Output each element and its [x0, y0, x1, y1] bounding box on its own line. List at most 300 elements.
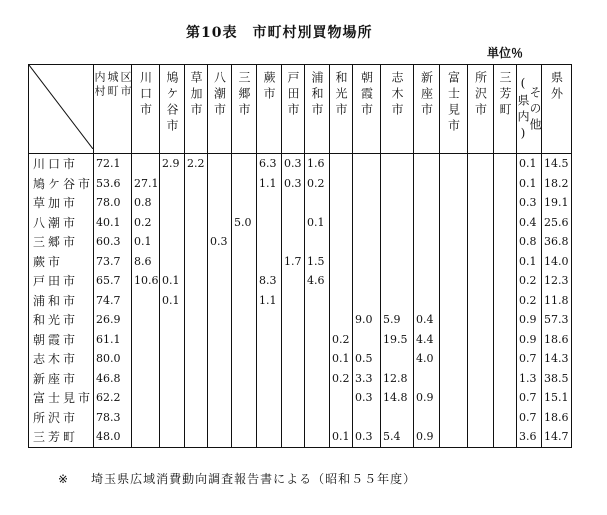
table-cell [440, 427, 468, 447]
table-cell [208, 408, 232, 428]
table-cell: 0.1 [517, 174, 542, 194]
table-cell [160, 330, 185, 350]
table-row [29, 330, 572, 350]
table-cell: 0.2 [517, 291, 542, 311]
column-header-label: 三芳町 [498, 71, 513, 119]
table-cell [353, 271, 381, 291]
column-header-10 [353, 65, 381, 154]
table-cell [282, 427, 305, 447]
table-cell: 78.3 [94, 408, 132, 428]
table-cell [208, 330, 232, 350]
table-cell: 80.0 [94, 349, 132, 369]
table-cell [232, 330, 257, 350]
table-cell: 0.7 [517, 388, 542, 408]
row-label: 富士見市 [29, 388, 94, 408]
table-cell [257, 252, 282, 272]
table-cell [282, 388, 305, 408]
table-cell: 14.0 [542, 252, 572, 272]
column-header-16 [517, 65, 542, 154]
table-cell [468, 252, 494, 272]
table-cell: 18.6 [542, 330, 572, 350]
table-cell [257, 349, 282, 369]
table-cell: 0.5 [353, 349, 381, 369]
source-footnote [58, 470, 416, 487]
table-cell: 0.1 [132, 232, 160, 252]
table-cell: 1.3 [517, 369, 542, 389]
table-cell: 0.3 [517, 193, 542, 213]
table-cell: 8.3 [257, 271, 282, 291]
table-cell [494, 388, 517, 408]
table-cell [132, 291, 160, 311]
table-cell: 73.7 [94, 252, 132, 272]
table-cell [257, 213, 282, 233]
table-cell [257, 388, 282, 408]
table-cell [282, 369, 305, 389]
row-label: 和光市 [29, 310, 94, 330]
table-cell [305, 349, 330, 369]
table-cell [414, 232, 440, 252]
table-cell [160, 174, 185, 194]
column-header-12 [414, 65, 440, 154]
column-header-line: 城町 [106, 71, 120, 99]
table-cell [282, 291, 305, 311]
column-header-15 [494, 65, 517, 154]
table-cell [185, 174, 208, 194]
table-cell: 11.8 [542, 291, 572, 311]
table-cell [185, 330, 208, 350]
table-cell [208, 291, 232, 311]
table-cell: 1.7 [282, 252, 305, 272]
column-header-9 [330, 65, 353, 154]
table-cell [494, 310, 517, 330]
table-cell: 0.1 [517, 154, 542, 174]
table-cell: 0.7 [517, 408, 542, 428]
table-cell [160, 252, 185, 272]
column-header-line: 区市 [119, 71, 133, 99]
table-cell: 0.1 [517, 252, 542, 272]
column-header-3 [185, 65, 208, 154]
table-cell [257, 427, 282, 447]
table-cell [494, 154, 517, 174]
column-header-label: 和光市 [334, 71, 349, 119]
table-cell [232, 427, 257, 447]
table-cell [132, 154, 160, 174]
table-cell [232, 193, 257, 213]
table-cell [353, 154, 381, 174]
table-cell [132, 427, 160, 447]
table-cell [440, 193, 468, 213]
row-label: 鳩ケ谷市 [29, 174, 94, 194]
table-cell [305, 427, 330, 447]
table-cell: 60.3 [94, 232, 132, 252]
table-row [29, 408, 572, 428]
table-cell [208, 154, 232, 174]
table-cell: 1.1 [257, 174, 282, 194]
table-cell: 0.9 [414, 388, 440, 408]
table-cell [381, 193, 414, 213]
table-cell [468, 310, 494, 330]
table-cell [232, 349, 257, 369]
table-cell [353, 232, 381, 252]
table-cell [414, 252, 440, 272]
table-cell [414, 369, 440, 389]
table-cell [305, 330, 330, 350]
table-cell [257, 330, 282, 350]
table-cell: 72.1 [94, 154, 132, 174]
table-cell: 5.9 [381, 310, 414, 330]
table-cell [330, 252, 353, 272]
table-cell [132, 388, 160, 408]
table-cell: 0.4 [414, 310, 440, 330]
column-header-2 [160, 65, 185, 154]
table-cell [494, 427, 517, 447]
table-cell [468, 388, 494, 408]
table-cell: 1.6 [305, 154, 330, 174]
table-cell [468, 154, 494, 174]
table-row [29, 349, 572, 369]
table-cell [185, 252, 208, 272]
table-cell [330, 291, 353, 311]
table-cell [381, 232, 414, 252]
table-cell [468, 193, 494, 213]
table-cell [185, 213, 208, 233]
table-cell [494, 271, 517, 291]
table-cell [232, 271, 257, 291]
table-cell [232, 310, 257, 330]
table-cell: 0.8 [132, 193, 160, 213]
table-cell [468, 271, 494, 291]
table-cell [257, 408, 282, 428]
table-cell [330, 388, 353, 408]
table-cell [414, 408, 440, 428]
table-cell [305, 232, 330, 252]
shopping-location-table [28, 64, 572, 448]
table-cell [282, 232, 305, 252]
table-cell: 0.3 [282, 154, 305, 174]
table-cell [257, 193, 282, 213]
table-cell [353, 408, 381, 428]
table-cell [208, 252, 232, 272]
table-cell: 0.9 [517, 330, 542, 350]
table-row [29, 369, 572, 389]
table-cell [468, 349, 494, 369]
table-cell [494, 349, 517, 369]
column-header-5 [232, 65, 257, 154]
table-cell [208, 388, 232, 408]
table-cell: 0.1 [160, 271, 185, 291]
table-cell: 0.8 [517, 232, 542, 252]
table-cell [468, 408, 494, 428]
table-cell [132, 369, 160, 389]
footnote-mark: ※ [58, 472, 70, 486]
table-cell: 6.3 [257, 154, 282, 174]
table-cell [353, 174, 381, 194]
table-row [29, 252, 572, 272]
table-row [29, 193, 572, 213]
column-header-label: 草加市 [189, 71, 204, 119]
column-header-label: 所沢市 [473, 71, 488, 119]
table-cell [414, 174, 440, 194]
table-cell: 5.4 [381, 427, 414, 447]
table-cell: 62.2 [94, 388, 132, 408]
row-label: 川口市 [29, 154, 94, 174]
table-cell [185, 232, 208, 252]
table-cell [494, 291, 517, 311]
table-row [29, 388, 572, 408]
table-cell: 9.0 [353, 310, 381, 330]
table-cell [160, 193, 185, 213]
table-cell: 48.0 [94, 427, 132, 447]
column-header-1 [132, 65, 160, 154]
table-cell: 5.0 [232, 213, 257, 233]
table-cell [440, 349, 468, 369]
table-cell [185, 271, 208, 291]
column-header-line: 内村 [93, 71, 107, 99]
table-cell: 0.3 [353, 388, 381, 408]
table-cell: 1.5 [305, 252, 330, 272]
row-label: 戸田市 [29, 271, 94, 291]
table-cell [330, 193, 353, 213]
table-cell [440, 369, 468, 389]
table-cell [208, 271, 232, 291]
table-cell: 38.5 [542, 369, 572, 389]
table-cell: 0.3 [208, 232, 232, 252]
column-header-label: 戸田市 [286, 71, 301, 119]
table-cell [305, 291, 330, 311]
table-cell: 2.2 [185, 154, 208, 174]
table-cell: 8.6 [132, 252, 160, 272]
column-header-label: 蕨市 [262, 71, 277, 103]
column-header-13 [440, 65, 468, 154]
table-cell [494, 213, 517, 233]
table-cell [353, 193, 381, 213]
table-cell [257, 369, 282, 389]
table-cell: 14.7 [542, 427, 572, 447]
table-cell [414, 193, 440, 213]
table-cell [160, 427, 185, 447]
table-cell: 0.4 [517, 213, 542, 233]
table-cell [132, 408, 160, 428]
table-cell [494, 232, 517, 252]
table-cell: 0.7 [517, 349, 542, 369]
table-cell [330, 154, 353, 174]
column-header-11 [381, 65, 414, 154]
table-cell: 14.8 [381, 388, 414, 408]
table-cell [160, 310, 185, 330]
table-cell: 12.8 [381, 369, 414, 389]
column-header-17 [542, 65, 572, 154]
table-cell [208, 427, 232, 447]
table-cell [208, 174, 232, 194]
table-cell [185, 408, 208, 428]
table-cell [353, 252, 381, 272]
table-cell [494, 193, 517, 213]
table-cell [330, 310, 353, 330]
column-header-label: 富士見市 [446, 71, 461, 135]
column-header-7 [282, 65, 305, 154]
table-cell [494, 174, 517, 194]
table-cell: 0.2 [330, 330, 353, 350]
row-label: 八潮市 [29, 213, 94, 233]
table-cell: 4.6 [305, 271, 330, 291]
table-cell: 0.3 [353, 427, 381, 447]
row-label: 蕨市 [29, 252, 94, 272]
table-cell [208, 369, 232, 389]
table-cell [381, 174, 414, 194]
table-cell: 0.2 [305, 174, 330, 194]
table-cell [282, 310, 305, 330]
table-cell [381, 213, 414, 233]
table-cell [208, 193, 232, 213]
table-cell: 14.5 [542, 154, 572, 174]
table-cell [353, 213, 381, 233]
column-header-label: 新座市 [419, 71, 434, 119]
table-cell [468, 369, 494, 389]
column-header-label: 三郷市 [237, 71, 252, 119]
table-cell: 78.0 [94, 193, 132, 213]
column-header-14 [468, 65, 494, 154]
table-cell [381, 349, 414, 369]
table-cell [305, 369, 330, 389]
table-row [29, 213, 572, 233]
table-cell: 40.1 [94, 213, 132, 233]
table-cell [381, 154, 414, 174]
table-cell: 4.4 [414, 330, 440, 350]
table-cell: 0.9 [517, 310, 542, 330]
table-cell [468, 291, 494, 311]
table-cell: 0.1 [160, 291, 185, 311]
table-cell: 0.1 [330, 427, 353, 447]
row-label: 新座市 [29, 369, 94, 389]
table-cell: 36.8 [542, 232, 572, 252]
table-cell [160, 388, 185, 408]
row-label: 三芳町 [29, 427, 94, 447]
table-cell: 0.9 [414, 427, 440, 447]
table-cell [330, 174, 353, 194]
column-header-label: 志木市 [390, 71, 405, 119]
table-cell: 61.1 [94, 330, 132, 350]
table-cell [440, 174, 468, 194]
table-cell [185, 193, 208, 213]
table-cell [440, 271, 468, 291]
table-cell [232, 154, 257, 174]
table-cell [232, 291, 257, 311]
table-cell [381, 271, 414, 291]
table-row [29, 232, 572, 252]
table-cell: 19.1 [542, 193, 572, 213]
table-cell: 4.0 [414, 349, 440, 369]
table-cell [440, 252, 468, 272]
header-corner-diagonal [29, 65, 94, 154]
table-cell: 18.6 [542, 408, 572, 428]
column-header-label: 県外 [549, 71, 564, 103]
row-label: 志木市 [29, 349, 94, 369]
table-cell [440, 291, 468, 311]
column-header-label: その他(県内) [516, 76, 543, 144]
table-cell [330, 213, 353, 233]
table-cell [185, 291, 208, 311]
table-cell [185, 310, 208, 330]
table-cell [494, 330, 517, 350]
table-cell: 14.3 [542, 349, 572, 369]
table-cell [160, 369, 185, 389]
table-cell: 18.2 [542, 174, 572, 194]
table-cell: 0.2 [517, 271, 542, 291]
table-cell [494, 369, 517, 389]
table-cell [381, 291, 414, 311]
table-cell [160, 232, 185, 252]
table-cell [468, 232, 494, 252]
table-cell [232, 232, 257, 252]
table-cell [305, 193, 330, 213]
table-row [29, 174, 572, 194]
table-cell [282, 330, 305, 350]
table-cell: 0.3 [282, 174, 305, 194]
table-cell [414, 271, 440, 291]
table-cell [440, 232, 468, 252]
table-cell [160, 408, 185, 428]
table-cell: 0.1 [305, 213, 330, 233]
table-cell: 26.9 [94, 310, 132, 330]
table-cell [185, 369, 208, 389]
column-header-label: 八潮市 [212, 71, 227, 119]
row-label: 所沢市 [29, 408, 94, 428]
table-cell: 25.6 [542, 213, 572, 233]
table-cell: 10.6 [132, 271, 160, 291]
column-header-8 [305, 65, 330, 154]
table-row [29, 310, 572, 330]
table-cell: 53.6 [94, 174, 132, 194]
table-cell [160, 213, 185, 233]
column-header-label: 川口市 [138, 71, 153, 119]
table-cell: 2.9 [160, 154, 185, 174]
table-cell [282, 213, 305, 233]
table-cell [468, 213, 494, 233]
table-cell [282, 349, 305, 369]
table-cell [305, 408, 330, 428]
column-header-label: 浦和市 [310, 71, 325, 119]
table-cell [330, 271, 353, 291]
table-cell [232, 388, 257, 408]
table-row [29, 427, 572, 447]
table-cell: 74.7 [94, 291, 132, 311]
table-cell: 12.3 [542, 271, 572, 291]
column-header-6 [257, 65, 282, 154]
table-cell [160, 349, 185, 369]
table-cell [414, 154, 440, 174]
table-cell [185, 427, 208, 447]
table-cell [468, 174, 494, 194]
table-cell: 27.1 [132, 174, 160, 194]
table-cell [185, 349, 208, 369]
table-cell [440, 154, 468, 174]
table-cell [381, 408, 414, 428]
table-cell [305, 388, 330, 408]
table-cell [330, 232, 353, 252]
footnote-text: 埼玉県広域消費動向調査報告書による（昭和５５年度） [91, 472, 417, 486]
column-header-label: 朝霞市 [359, 71, 374, 119]
table-cell [132, 330, 160, 350]
table-cell [440, 330, 468, 350]
table-cell: 19.5 [381, 330, 414, 350]
table-cell [257, 310, 282, 330]
table-cell [468, 330, 494, 350]
row-label: 草加市 [29, 193, 94, 213]
table-cell [440, 310, 468, 330]
column-header-0 [94, 65, 132, 154]
table-cell: 57.3 [542, 310, 572, 330]
table-cell [494, 252, 517, 272]
